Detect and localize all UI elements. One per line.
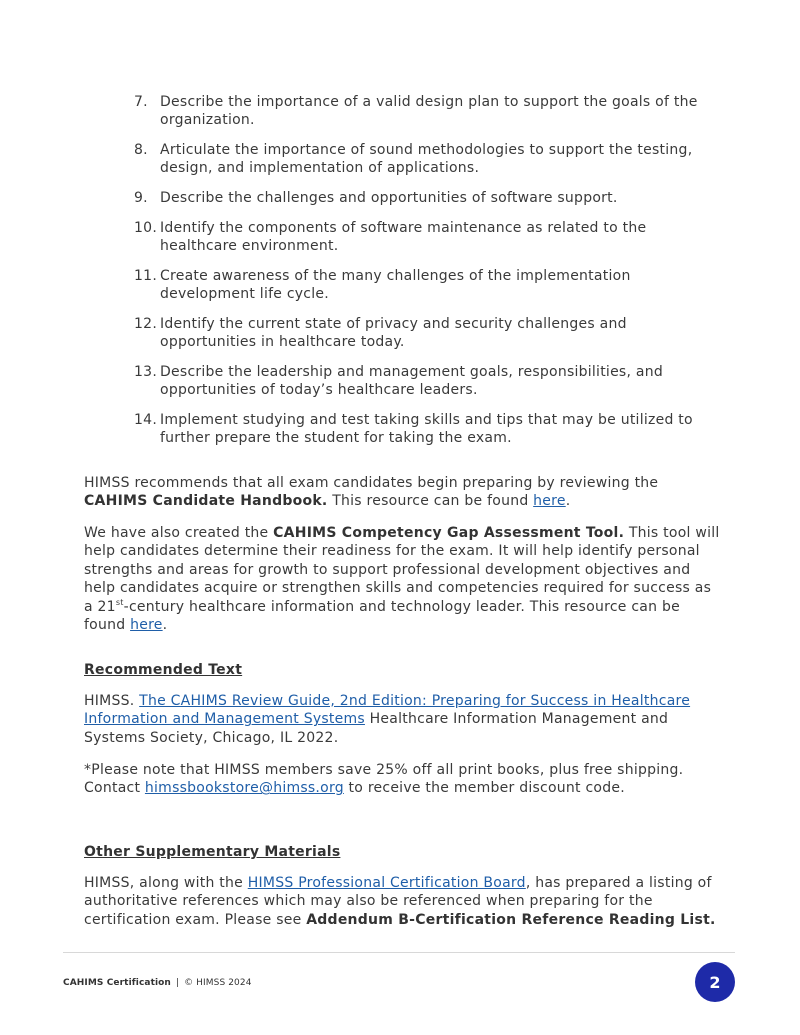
gap-tool-title: CAHIMS Competency Gap Assessment Tool.	[273, 525, 625, 541]
list-item-number: 11.	[134, 267, 158, 284]
list-item-number: 7.	[134, 94, 148, 110]
objectives-list	[84, 93, 724, 459]
gap-tool-description: This tool will help candidates determine their readiness for the exam. It will help identify personal strengths and areas for growth to support professional development objectives and help candidates acquire or strengthen skills and competencies required for success as a 21	[84, 525, 720, 615]
discount-note-text-continued: to receive the member discount code.	[343, 780, 625, 797]
bookstore-email-link[interactable]: himssbookstore@himss.org	[144, 780, 344, 797]
addendum-reference: Addendum B-Certification Reference Reading List.	[306, 911, 716, 928]
list-item	[84, 267, 724, 304]
list-item-text: Describe the leadership and management goals, responsibilities, and opportunities of today’s healthcare leaders.	[160, 363, 663, 398]
supplementary-text: HIMSS, along with the	[84, 875, 248, 891]
handbook-period: .	[565, 493, 571, 510]
list-item-text: Create awareness of the many challenges of the implementation development life cycle.	[160, 267, 631, 302]
recommended-text-heading: Recommended Text	[84, 662, 243, 678]
handbook-paragraph	[84, 474, 724, 511]
list-item	[84, 189, 724, 207]
list-item-number: 14.	[134, 411, 158, 428]
gap-tool-text: We have also created the	[84, 525, 274, 541]
list-item	[84, 93, 724, 130]
list-item-text: Describe the challenges and opportunities of software support.	[160, 190, 618, 206]
list-item	[84, 219, 724, 256]
citation-author: HIMSS.	[84, 693, 140, 709]
handbook-title: CAHIMS Candidate Handbook.	[84, 493, 328, 510]
list-item-text: Identify the components of software maintenance as related to the healthcare environment.	[160, 219, 647, 254]
footer-copyright: © HIMSS 2024	[184, 978, 252, 988]
citation-publisher: Healthcare Information Management and Systems Society, Chicago, IL 2022.	[84, 711, 669, 746]
footer-separator: |	[175, 978, 180, 988]
gap-tool-paragraph	[84, 524, 724, 634]
list-item	[84, 363, 724, 400]
handbook-here-link[interactable]: here	[533, 493, 566, 510]
discount-note-paragraph	[84, 761, 724, 798]
handbook-text: HIMSS recommends that all exam candidates begin preparing by reviewing the	[84, 475, 659, 491]
handbook-text-continued: This resource can be found	[327, 493, 534, 510]
list-item-number: 9.	[134, 190, 148, 206]
footer-divider	[63, 952, 735, 953]
gap-tool-here-link[interactable]: here	[130, 617, 163, 634]
footer-title: CAHIMS Certification	[63, 978, 171, 988]
list-item-number: 12.	[134, 315, 158, 332]
list-item-number: 8.	[134, 142, 148, 158]
gap-tool-period: .	[162, 617, 168, 634]
gap-tool-description-continued: -century healthcare information and technology leader. This resource can be found	[84, 598, 680, 634]
certification-board-link[interactable]: HIMSS Professional Certification Board	[247, 875, 526, 891]
list-item	[84, 315, 724, 352]
footer	[63, 977, 252, 989]
discount-note-text: *Please note that HIMSS members save 25% off all print books, plus free shipping. Contact	[84, 762, 684, 797]
list-item-text: Articulate the importance of sound methodologies to support the testing, design, and implementation of applications.	[160, 142, 693, 177]
supplementary-materials-heading: Other Supplementary Materials	[84, 844, 341, 860]
ordinal-suffix: st	[115, 597, 124, 607]
page-number-badge: 2	[695, 962, 735, 1002]
list-item-text: Describe the importance of a valid design plan to support the goals of the organization.	[160, 94, 698, 129]
supplementary-paragraph	[84, 874, 724, 929]
review-guide-link[interactable]: The CAHIMS Review Guide, 2nd Edition: Preparing for Success in Healthcare Information and Management Systems	[84, 693, 691, 728]
citation-paragraph	[84, 692, 724, 747]
list-item-number: 13.	[134, 363, 158, 380]
list-item-number: 10.	[134, 219, 158, 236]
list-item-text: Identify the current state of privacy and security challenges and opportunities in healthcare today.	[160, 315, 627, 350]
list-item	[84, 141, 724, 178]
list-item	[84, 411, 724, 448]
supplementary-text-continued: , has prepared a listing of authoritative references which may also be referenced when preparing for the certification exam. Please see	[84, 875, 712, 928]
list-item-text: Implement studying and test taking skills and tips that may be utilized to further prepare the student for taking the exam.	[160, 411, 693, 446]
